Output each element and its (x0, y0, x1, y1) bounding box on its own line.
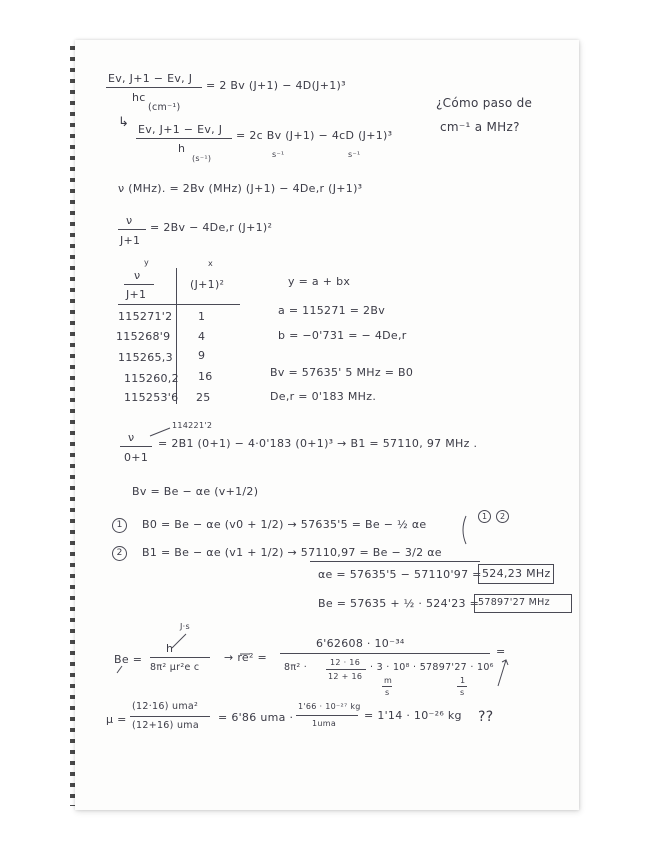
be-lhs: Be = 57635 + ½ · 524'23 = (318, 597, 480, 610)
table-row-1-left: 115271'2 (118, 310, 173, 323)
mu-lhs: μ = (106, 713, 127, 726)
table-header-left-num: ν (134, 269, 141, 282)
eq1-rhs: = 2 Bv (J+1) − 4D(J+1)³ (206, 79, 346, 92)
system-ref-1: 1 (478, 510, 491, 523)
table-header-right: (J+1)² (190, 278, 225, 291)
eq2-numerator: Ev, J+1 − Ev, J (138, 123, 223, 136)
eq4-denominator: J+1 (120, 234, 141, 247)
alpha-e-lhs: αe = 57635'5 − 57110'97 = (318, 568, 482, 581)
table-row-4-right: 16 (198, 370, 213, 383)
eq2-unit-left: (s⁻¹) (192, 154, 212, 163)
re-squared-numerator: 6'62608 · 10⁻³⁴ (316, 637, 405, 650)
eq2-unit-right: s⁻¹ (348, 150, 361, 159)
be-formula-annotation: J·s (180, 622, 190, 631)
eq1-unit: (cm⁻¹) (148, 102, 181, 113)
fit-bv: Bv = 57635' 5 MHz = B0 (270, 366, 414, 379)
system-marker-1: 1 (112, 518, 127, 533)
mu-value: = 6'86 uma · (218, 711, 294, 724)
eq1-numerator: Ev, J+1 − Ev, J (108, 72, 193, 85)
eq4-rhs: = 2Bv − 4De,r (J+1)² (150, 221, 273, 234)
upward-arrow (498, 660, 508, 686)
unit-s-b: s (460, 688, 465, 697)
re-squared-lhs: → re² = (224, 651, 267, 664)
eq2-denominator: h (178, 142, 186, 155)
eq2-rhs: = 2c Bv (J+1) − 4cD (J+1)³ (236, 129, 393, 142)
table-row-2-left: 115268'9 (116, 330, 171, 343)
table-row-3-left: 115265,3 (118, 351, 173, 364)
system-ref-2: 2 (496, 510, 509, 523)
table-row-5-right: 25 (196, 391, 211, 404)
eq5-rhs: = 2B1 (0+1) − 4·0'183 (0+1)³ → B1 = 57110, 97 MHz . (158, 437, 478, 450)
annotation-arrow-js (172, 634, 186, 648)
be-result: 57897'27 MHz (478, 597, 550, 608)
re-squared-den-a: 8π² · (284, 662, 308, 673)
eq5-denominator: 0+1 (124, 451, 149, 464)
bv-relation: Bv = Be − αe (v+1/2) (132, 485, 259, 498)
eq4-numerator: ν (126, 214, 133, 227)
conversion-denominator: 1uma (312, 719, 337, 728)
mu-inner-den: 12 + 16 (328, 672, 363, 681)
table-y-label: y (144, 258, 150, 267)
eq3: ν (MHz). = 2Bv (MHz) (J+1) − 4De,r (J+1)³ (118, 182, 363, 195)
table-row-5-left: 115253'6 (124, 391, 179, 404)
annotation-arrow-eq5 (150, 428, 170, 436)
re-squared-den-b: · 3 · 10⁸ · 57897'27 · 10⁶ (370, 662, 494, 673)
table-row-4-left: 115260,2 (124, 372, 179, 385)
question-marks: ?? (478, 709, 494, 725)
be-formula-denominator: 8π² μr²e c (150, 662, 200, 673)
eq2-unit-mid: s⁻¹ (272, 150, 285, 159)
mu-inner-num: 12 · 16 (330, 658, 361, 667)
table-x-label: x (208, 259, 214, 268)
fit-b: b = −0'731 = − 4De,r (278, 329, 407, 342)
unit-1: 1 (460, 676, 466, 685)
eq5-annotation: 114221'2 (172, 421, 213, 430)
eq1-denominator: hc (132, 91, 146, 104)
table-row-1-right: 1 (198, 310, 206, 323)
eq5-numerator: ν (128, 431, 135, 444)
mu-result: = 1'14 · 10⁻²⁶ kg (364, 709, 462, 722)
question-line-2: cm⁻¹ a MHz? (440, 120, 520, 134)
unit-s-a: s (385, 688, 390, 697)
system-eq-1: B0 = Be − αe (v0 + 1/2) → 57635'5 = Be − ½ αe (142, 518, 427, 531)
table-row-3-right: 9 (198, 349, 206, 362)
fit-line: y = a + bx (288, 275, 351, 288)
question-line-1: ¿Cómo paso de (436, 96, 533, 110)
mu-numerator: (12·16) uma² (132, 701, 199, 712)
fit-a: a = 115271 = 2Bv (278, 304, 386, 317)
system-marker-2: 2 (112, 546, 127, 561)
alpha-e-result: 524,23 MHz (482, 567, 551, 580)
fit-de: De,r = 0'183 MHz. (270, 390, 377, 403)
conversion-numerator: 1'66 · 10⁻²⁷ kg (298, 702, 361, 711)
system-eq-2: B1 = Be − αe (v1 + 1/2) → 57110,97 = Be − 3/2 αe (142, 546, 442, 559)
table-row-2-right: 4 (198, 330, 206, 343)
eq2-arrow: ↳ (118, 115, 130, 130)
table-header-left-den: J+1 (126, 288, 147, 301)
be-formula-lhs: Be = (114, 653, 143, 666)
system-brace (463, 516, 466, 544)
unit-m: m (384, 676, 393, 685)
be-arrow-tick (117, 666, 122, 673)
be-formula-side-equals: = (496, 645, 506, 658)
mu-denominator: (12+16) uma (132, 720, 199, 731)
be-formula-numerator: h (166, 642, 174, 655)
